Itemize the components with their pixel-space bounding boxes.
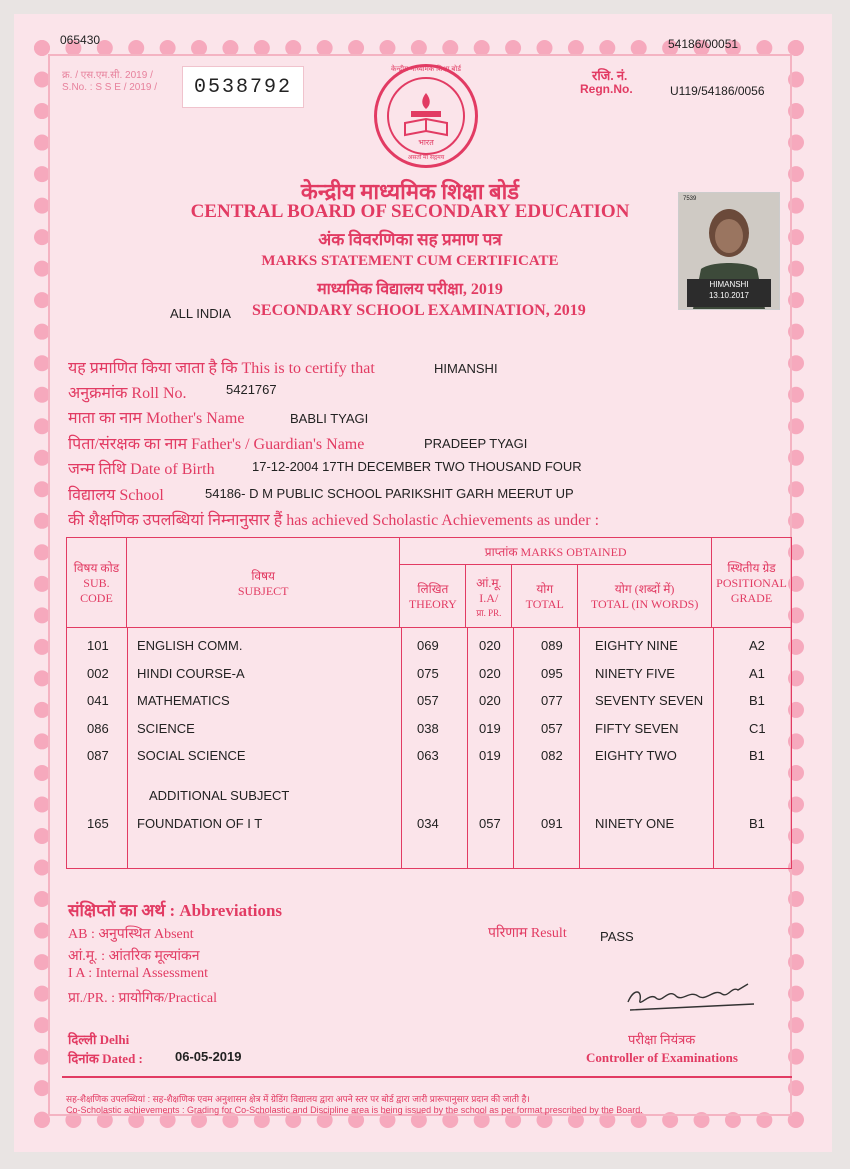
cell-code: 087 — [87, 748, 109, 763]
board-title-hi: केन्द्रीय माध्यमिक शिक्षा बोर्ड — [300, 179, 520, 204]
region-label: ALL INDIA — [170, 306, 231, 321]
cell-ia: 020 — [479, 693, 501, 708]
cell-grade: B1 — [749, 693, 765, 708]
cell-words: EIGHTY TWO — [595, 748, 677, 763]
cell-grade: B1 — [749, 816, 765, 831]
header-subject: विषय SUBJECT — [126, 538, 399, 628]
cell-code: 101 — [87, 638, 109, 653]
certify-label: यह प्रमाणित किया जाता है कि This is to certify that — [68, 360, 375, 377]
top-right-number: 54186/00051 — [668, 37, 739, 51]
seal-center-text: भारत — [418, 138, 434, 147]
cell-theory: 034 — [417, 816, 439, 831]
cell-subject: SCIENCE — [137, 720, 195, 736]
cell-grade: A2 — [749, 638, 765, 653]
header-total-words: योग (शब्दों में) TOTAL (IN WORDS) — [578, 565, 712, 628]
abbrev-ia-hi: आं.मू. : आंतरिक मूल्यांकन — [68, 949, 200, 964]
roll-number: 5421767 — [226, 382, 277, 397]
marks-table — [66, 537, 792, 869]
table-header-row-1 — [67, 538, 792, 565]
serial-number: 0538792 — [182, 66, 304, 108]
table-row — [67, 638, 793, 658]
regn-label-en: Regn.No. — [580, 82, 633, 96]
regn-label-hi: रजि. नं. — [592, 68, 628, 83]
mother-label: माता का नाम Mother's Name — [68, 410, 245, 427]
father-label: पिता/संरक्षक का नाम Father's / Guardian's Name — [68, 436, 365, 453]
header-sub-code: विषय कोड SUB. CODE — [67, 538, 127, 628]
table-row — [67, 748, 793, 768]
achievements-label: की शैक्षणिक उपलब्धियां निम्नानुसार हैं has achieved Scholastic Achievements as under : — [68, 512, 600, 529]
cell-theory: 063 — [417, 748, 439, 763]
board-title-en: CENTRAL BOARD OF SECONDARY EDUCATION — [190, 201, 630, 222]
table-row — [67, 666, 793, 686]
cell-ia: 020 — [479, 665, 501, 681]
student-photo — [678, 192, 780, 310]
seal-top-text: केन्द्रीय माध्यमिक शिक्षा बोर्ड — [391, 66, 461, 73]
photo-code: 7539 — [683, 196, 697, 202]
cell-code: 165 — [87, 816, 109, 831]
exam-title-hi: माध्यमिक विद्यालय परीक्षा, 2019 — [317, 281, 503, 298]
cell-ia: 019 — [479, 748, 501, 763]
controller-en: Controller of Examinations — [586, 1050, 738, 1065]
header-theory: लिखित THEORY — [400, 565, 466, 628]
photo-caption-name: HIMANSHI — [709, 280, 749, 289]
cell-theory: 057 — [417, 693, 439, 708]
mother-name: BABLI TYAGI — [290, 411, 369, 426]
cell-total: 091 — [541, 816, 563, 831]
abbrev-ia-en: I A : Internal Assessment — [68, 966, 208, 981]
table-body — [67, 628, 792, 869]
cell-total: 082 — [541, 748, 563, 763]
controller-hi: परीक्षा नियंत्रक — [628, 1032, 696, 1047]
cell-subject: FOUNDATION OF I T — [137, 816, 263, 831]
table-row — [67, 693, 793, 713]
cell-grade: B1 — [749, 748, 765, 763]
result-label: परिणाम Result — [488, 926, 567, 941]
header-marks-obtained: प्राप्तांक MARKS OBTAINED — [400, 538, 712, 565]
cell-grade: A1 — [749, 665, 765, 681]
cell-total: 095 — [541, 665, 563, 681]
seal-motto: असतो मा सद्गमय — [407, 155, 445, 161]
cell-ia: 057 — [479, 816, 501, 831]
cell-code: 002 — [87, 665, 109, 681]
cell-grade: C1 — [749, 720, 766, 736]
cell-words: FIFTY SEVEN — [595, 720, 679, 736]
table-row — [67, 721, 793, 741]
school-label: विद्यालय School — [68, 487, 164, 504]
school-value: 54186- D M PUBLIC SCHOOL PARIKSHIT GARH MEERUT UP — [205, 486, 574, 501]
dob-value: 17-12-2004 17TH DECEMBER TWO THOUSAND FOUR — [252, 459, 582, 474]
top-left-number: 065430 — [60, 33, 101, 47]
father-name: PRADEEP TYAGI — [424, 436, 528, 451]
place-label: दिल्ली Delhi — [68, 1032, 130, 1047]
dated-label: दिनांक Dated : — [68, 1051, 143, 1066]
header-positional-grade: स्थितीय ग्रेड POSITIONAL GRADE — [711, 538, 791, 628]
cell-total: 089 — [541, 638, 563, 653]
additional-subject-label: ADDITIONAL SUBJECT — [149, 788, 290, 803]
serial-small-label: क्र. / एस.एम.सी. 2019 / S.No. : S S E / 2019 / — [62, 70, 158, 93]
student-name: HIMANSHI — [434, 361, 498, 376]
cell-words: EIGHTY NINE — [595, 638, 678, 653]
dob-label: जन्म तिथि Date of Birth — [68, 461, 215, 478]
abbrev-absent: AB : अनुपस्थित Absent — [68, 927, 194, 942]
cell-total: 057 — [541, 720, 563, 736]
table-body-row — [67, 628, 792, 869]
cell-subject: ENGLISH COMM. — [137, 638, 243, 653]
cell-ia: 020 — [479, 638, 501, 653]
regn-value: U119/54186/0056 — [670, 84, 765, 98]
cell-theory: 075 — [417, 665, 439, 681]
header-total: योग TOTAL — [512, 565, 578, 628]
table-row-additional — [67, 816, 793, 836]
cell-words: NINETY ONE — [595, 816, 675, 831]
abbreviations-title: संक्षिप्तों का अर्थ : Abbreviations — [68, 901, 283, 920]
cell-subject: HINDI COURSE-A — [137, 665, 245, 681]
cell-words: SEVENTY SEVEN — [595, 693, 704, 708]
signature-icon — [620, 978, 760, 1018]
cbse-seal-icon — [374, 64, 478, 168]
cell-code: 041 — [87, 693, 109, 708]
footer-note-hi: सह-शैक्षणिक उपलब्धियां : सह-शैक्षणिक एवम अनुशासन क्षेत्र में ग्रेडिंग विद्यालय द्वारा अपने स्तर पर बोर्ड द्वारा जारी प्रारूपानुसार प्रदान की जाती है। — [66, 1094, 530, 1104]
result-value: PASS — [600, 929, 634, 944]
abbrev-practical: प्रा./PR. : प्रायोगिक/Practical — [68, 991, 217, 1006]
cell-theory: 038 — [417, 720, 439, 736]
footer-note-en: Co-Scholastic achievements : Grading for Co-Scholastic and Discipline area is being issued by the school as per format prescribed by the Board. — [66, 1105, 643, 1115]
cell-theory: 069 — [417, 638, 439, 653]
doc-title-en: MARKS STATEMENT CUM CERTIFICATE — [261, 253, 559, 269]
header-ia-pr: आं.मू. I.A/ प्रा. PR. — [466, 565, 512, 628]
dated-value: 06-05-2019 — [175, 1049, 242, 1064]
footer-divider — [62, 1076, 792, 1078]
cell-total: 077 — [541, 693, 563, 708]
doc-title-hi: अंक विवरणिका सह प्रमाण पत्र — [318, 230, 502, 249]
cell-subject: SOCIAL SCIENCE — [137, 748, 246, 763]
cell-words: NINETY FIVE — [595, 665, 675, 681]
exam-title-en: SECONDARY SCHOOL EXAMINATION, 2019 — [252, 302, 586, 319]
cell-ia: 019 — [479, 720, 501, 736]
roll-label: अनुक्रमांक Roll No. — [68, 385, 187, 402]
cell-subject: MATHEMATICS — [137, 693, 230, 708]
photo-caption-date: 13.10.2017 — [708, 291, 750, 300]
cell-code: 086 — [87, 720, 109, 736]
